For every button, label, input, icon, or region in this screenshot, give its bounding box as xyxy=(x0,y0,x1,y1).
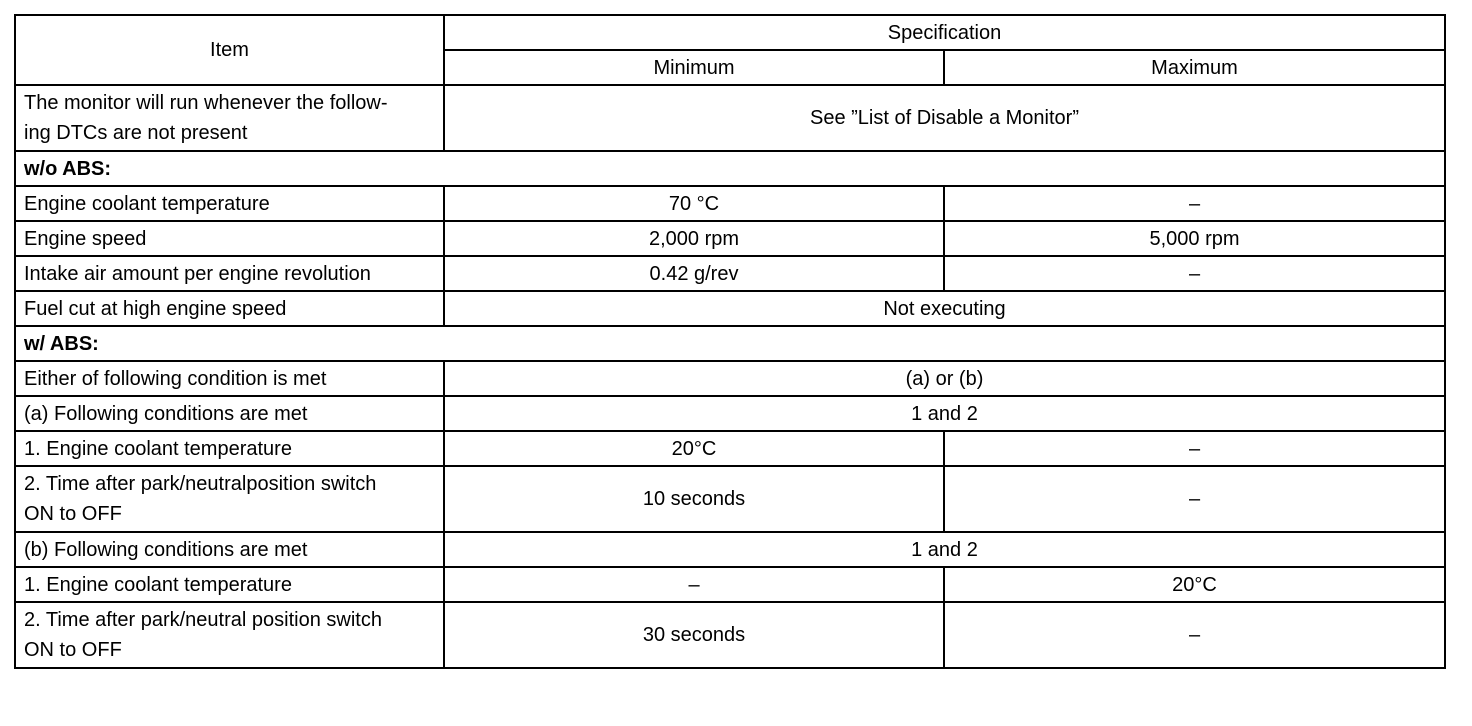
table-row xyxy=(15,291,1445,326)
section-row xyxy=(15,326,1445,361)
item-line: ON to OFF xyxy=(24,639,122,661)
header-row xyxy=(15,15,1445,50)
item-cell xyxy=(15,85,444,151)
min-cell: 0.42 g/rev xyxy=(444,256,944,291)
item-cell: 1. Engine coolant temperature xyxy=(15,567,444,602)
item-cell: Fuel cut at high engine speed xyxy=(15,291,444,326)
value-cell: Not executing xyxy=(444,291,1445,326)
min-cell: 2,000 rpm xyxy=(444,221,944,256)
table-row xyxy=(15,85,1445,151)
section-title-with-abs: w/ ABS: xyxy=(15,326,1445,361)
table-row xyxy=(15,186,1445,221)
max-cell: 20°C xyxy=(944,567,1445,602)
header-maximum: Maximum xyxy=(944,50,1445,85)
table-row xyxy=(15,466,1445,532)
section-title-without-abs: w/o ABS: xyxy=(15,151,1445,186)
table-row xyxy=(15,602,1445,668)
value-cell: See ”List of Disable a Monitor” xyxy=(444,85,1445,151)
min-cell: – xyxy=(444,567,944,602)
max-cell: – xyxy=(944,602,1445,668)
value-cell: 1 and 2 xyxy=(444,532,1445,567)
min-cell: 20°C xyxy=(444,431,944,466)
item-line: ing DTCs are not present xyxy=(24,122,248,144)
min-cell: 30 seconds xyxy=(444,602,944,668)
table-row xyxy=(15,431,1445,466)
item-cell: Engine coolant temperature xyxy=(15,186,444,221)
max-cell: – xyxy=(944,431,1445,466)
header-specification: Specification xyxy=(444,15,1445,50)
value-cell: 1 and 2 xyxy=(444,396,1445,431)
item-cell: Engine speed xyxy=(15,221,444,256)
table-row xyxy=(15,361,1445,396)
table-row xyxy=(15,567,1445,602)
max-cell: – xyxy=(944,466,1445,532)
item-cell xyxy=(15,602,444,668)
item-line: The monitor will run whenever the follow- xyxy=(24,92,388,114)
min-cell: 70 °C xyxy=(444,186,944,221)
item-line: ON to OFF xyxy=(24,503,122,525)
section-row xyxy=(15,151,1445,186)
max-cell: – xyxy=(944,256,1445,291)
max-cell: – xyxy=(944,186,1445,221)
item-cell: Either of following condition is met xyxy=(15,361,444,396)
specification-table xyxy=(14,14,1446,669)
item-line: 2. Time after park/neutral position switch xyxy=(24,609,382,631)
table-row xyxy=(15,532,1445,567)
table-row xyxy=(15,221,1445,256)
item-line: 2. Time after park/neutralposition switch xyxy=(24,473,377,495)
item-cell: (a) Following conditions are met xyxy=(15,396,444,431)
header-minimum: Minimum xyxy=(444,50,944,85)
item-cell: 1. Engine coolant temperature xyxy=(15,431,444,466)
table-row xyxy=(15,256,1445,291)
min-cell: 10 seconds xyxy=(444,466,944,532)
item-cell: (b) Following conditions are met xyxy=(15,532,444,567)
value-cell: (a) or (b) xyxy=(444,361,1445,396)
header-item: Item xyxy=(15,15,444,85)
table-row xyxy=(15,396,1445,431)
item-cell: Intake air amount per engine revolution xyxy=(15,256,444,291)
max-cell: 5,000 rpm xyxy=(944,221,1445,256)
item-cell xyxy=(15,466,444,532)
